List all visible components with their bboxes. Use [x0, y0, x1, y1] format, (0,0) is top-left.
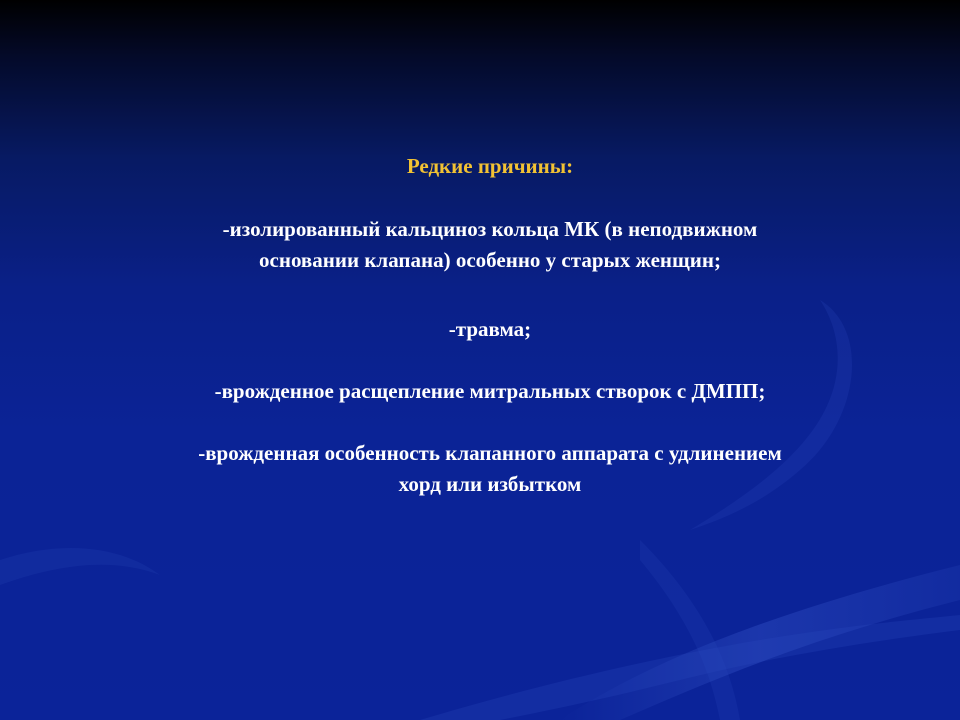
list-item-congenital-cleft: -врожденное расщепление митральных створок с ДМПП; — [214, 379, 766, 403]
list-item-trauma: -травма; — [448, 317, 532, 341]
list-item-calcinosis-line1: -изолированный кальциноз кольца МК (в неподвижном — [222, 217, 758, 241]
list-item-congenital-apparatus-line1: -врожденная особенность клапанного аппарата с удлинением — [198, 441, 782, 465]
list-item-calcinosis-line2: основании клапана) особенно у старых женщин; — [259, 248, 721, 272]
slide-heading: Редкие причины: — [406, 154, 574, 178]
list-item-congenital-apparatus-line2: хорд или избытком — [398, 472, 582, 496]
